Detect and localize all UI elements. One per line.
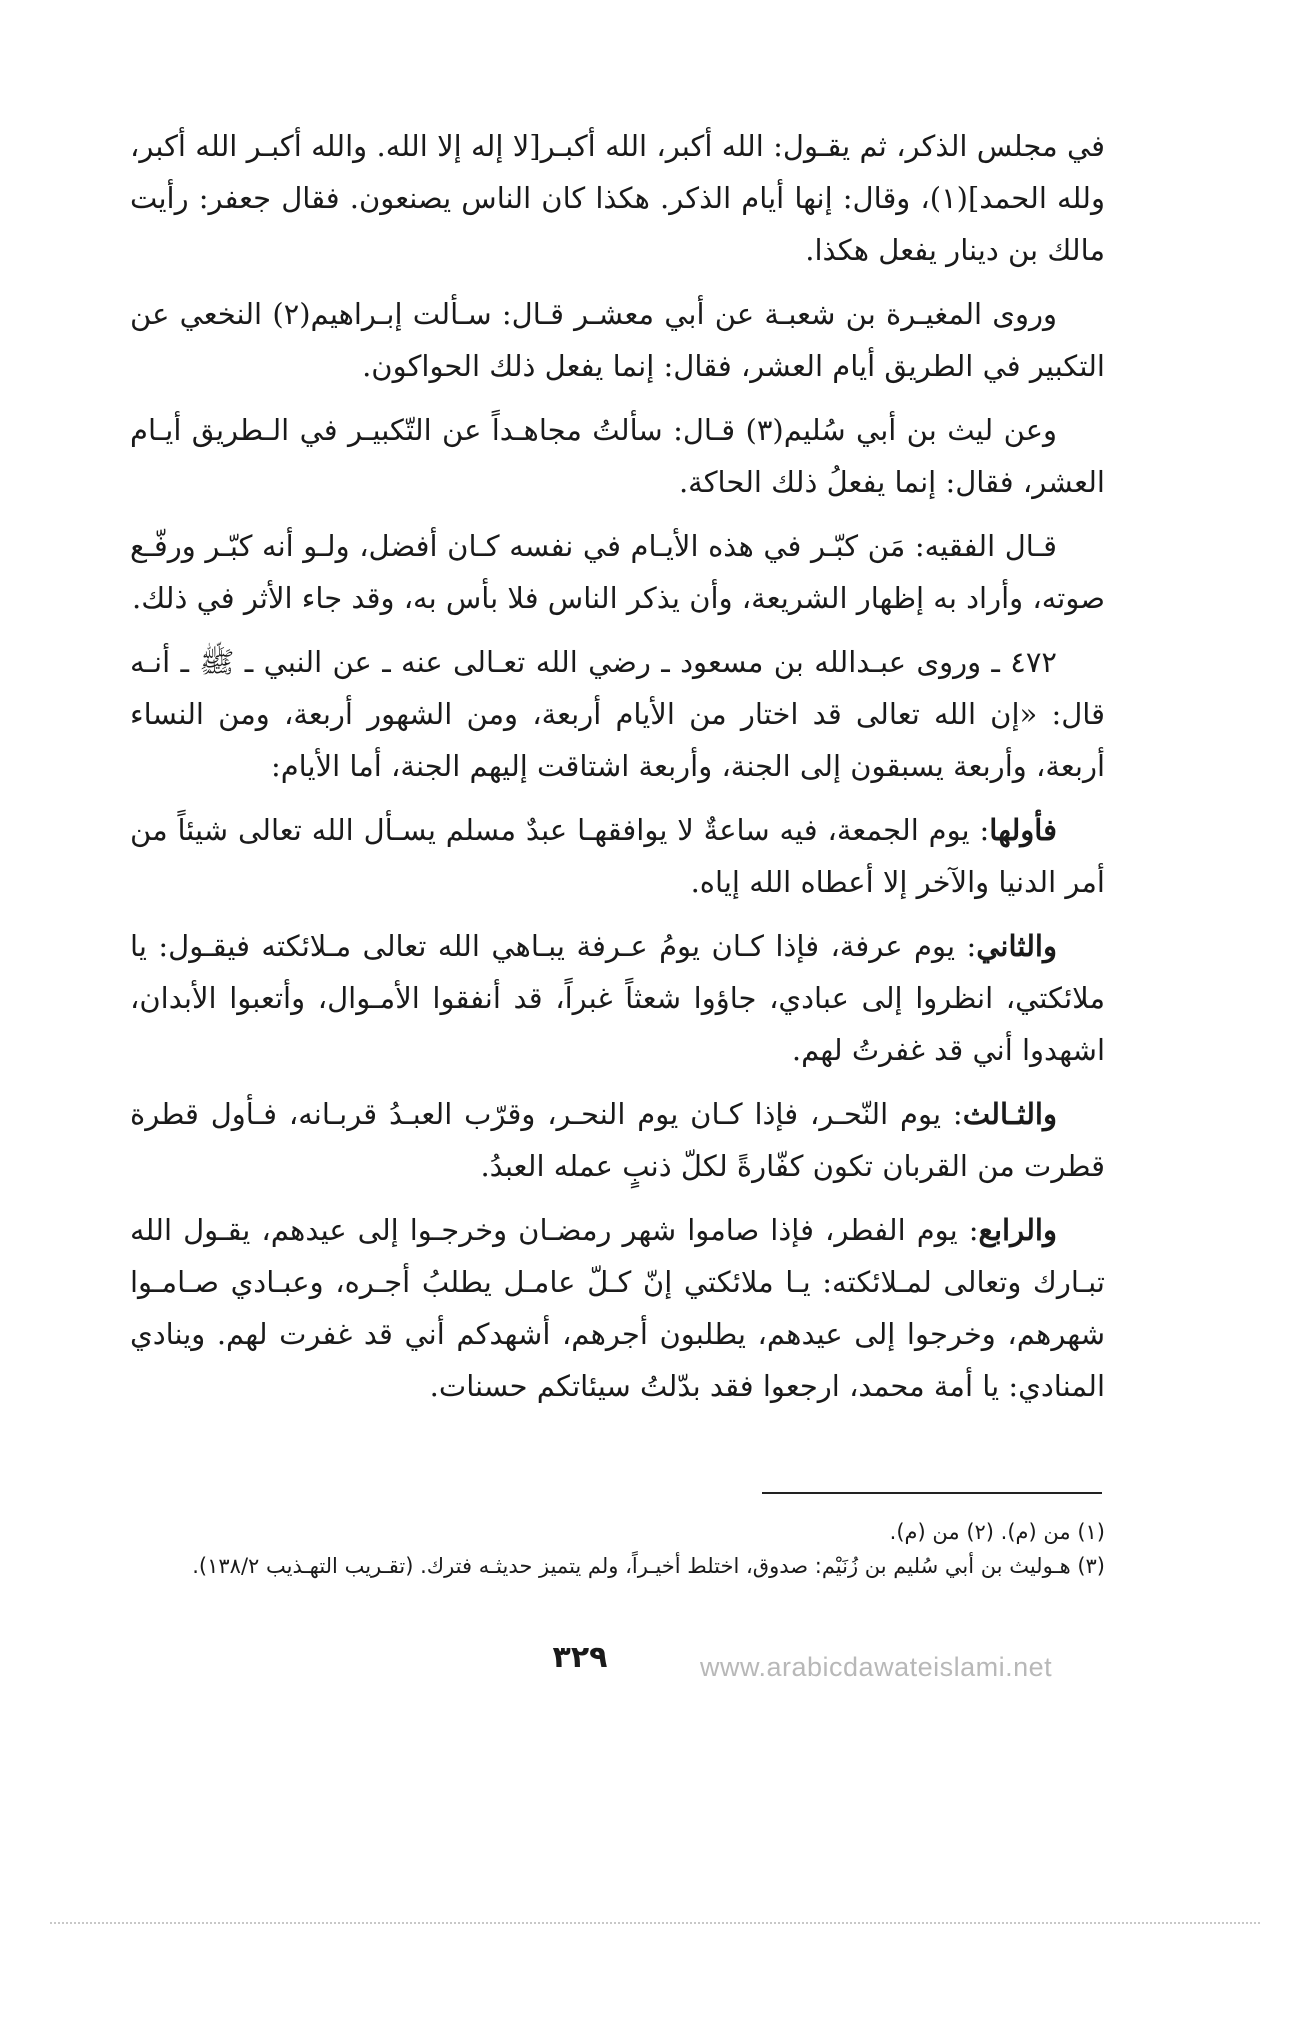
lead-word: والرابع <box>978 1213 1057 1247</box>
lead-word: والثـالث <box>962 1097 1057 1131</box>
lead-word: والثاني <box>976 929 1057 963</box>
paragraph-4: قـال الفقيه: مَن كبّـر في هذه الأيـام في نفسه كـان أفضل، ولـو أنه كبّـر ورفّـع صوته، وأراد به إظهار الشريعة، وأن يذكر الناس فلا بأس به، وقد جاء الأثر في ذلك. <box>130 529 1105 615</box>
scan-edge-marks <box>50 1922 1260 1928</box>
paragraph-second-day <box>130 920 1105 1076</box>
footnote-1-2: (١) من (م). (٢) من (م). <box>889 1520 1105 1544</box>
footnote-3: (٣) هـوليث بن أبي سُليم بن زُنَيْم: صدوق، اختلط أخيـراً، ولم يتميز حديثـه فترك. (تقـريب التهـذيب ١٣٨/٢). <box>192 1554 1105 1578</box>
footnotes <box>130 1515 1105 1583</box>
paragraph-text: : يوم النّحـر، فإذا كـان يوم النحـر، وقرّب العبـدُ قربـانه، فـأول قطرة قطرت من القربان تكون كفّارةً لكلّ ذنبٍ عمله العبدُ. <box>130 1097 1105 1183</box>
paragraph-2: وروى المغيـرة بن شعبـة عن أبي معشـر قـال: سـألت إبـراهيم(٢) النخعي عن التكبير في الطريق أيام العشر، فقال: إنما يفعل ذلك الحواكون. <box>130 297 1105 383</box>
lead-word: فأولها <box>989 813 1057 847</box>
paragraph-text: : يوم عرفة، فإذا كـان يومُ عـرفة يبـاهي الله تعالى مـلائكته فيقـول: يا ملائكتي، انظروا إلى عبادي، جاؤوا شعثاً غبراً، قد أنفقوا الأمـوال، وأتعبوا الأبدان، اشهدوا أني قد غفرتُ لهم. <box>130 929 1105 1067</box>
watermark-url: www.arabicdawateislami.net <box>700 1652 1053 1682</box>
paragraph-third-day <box>130 1088 1105 1192</box>
paragraph-hadith-472: ٤٧٢ ـ وروى عبـدالله بن مسعود ـ رضي الله تعـالى عنه ـ عن النبي ـ ﷺ ـ أنـه قال: «إن الله تعالى قد اختار من الأيام أربعة، ومن الشهور أربعة، ومن النساء أربعة، وأربعة يسبقون إلى الجنة، وأربعة اشتاقت إليهم الجنة، أما الأيام: <box>130 645 1105 783</box>
paragraph-text: : يوم الفطر، فإذا صاموا شهر رمضـان وخرجـوا إلى عيدهم، يقـول الله تبـارك وتعالى لمـلائكته: يـا ملائكتي إنّ كـلّ عامـل يطلبُ أجـره، وعبـادي صـامـوا شهرهم، وخرجوا إلى عيدهم، يطلبون أجرهم، أشهدكم أني قد غفرت لهم. وينادي المنادي: يا أمة محمد، ارجعوا فقد بدّلتُ سيئاتكم حسنات. <box>130 1213 1105 1403</box>
paragraph-fourth-day <box>130 1204 1105 1412</box>
footnote-divider <box>762 1492 1102 1494</box>
paragraph-first-day <box>130 804 1105 908</box>
page-number: ٣٢٩ <box>552 1640 608 1675</box>
page-body <box>130 120 1105 1424</box>
paragraph-3: وعن ليث بن أبي سُليم(٣) قـال: سألتُ مجاهـداً عن التّكبيـر في الـطريق أيـام العشر، فقال: إنما يفعلُ ذلك الحاكة. <box>130 413 1105 499</box>
paragraph-1: في مجلس الذكر، ثم يقـول: الله أكبر، الله أكبـر[لا إله إلا الله. والله أكبـر الله أكبر، ولله الحمد](١)، وقال: إنها أيام الذكر. هكذا كان الناس يصنعون. فقال جعفر: رأيت مالك بن دينار يفعل هكذا. <box>130 129 1105 267</box>
paragraph-text: : يوم الجمعة، فيه ساعةٌ لا يوافقهـا عبدٌ مسلم يسـأل الله تعالى شيئاً من أمر الدنيا والآخر إلا أعطاه الله إياه. <box>130 813 1105 899</box>
